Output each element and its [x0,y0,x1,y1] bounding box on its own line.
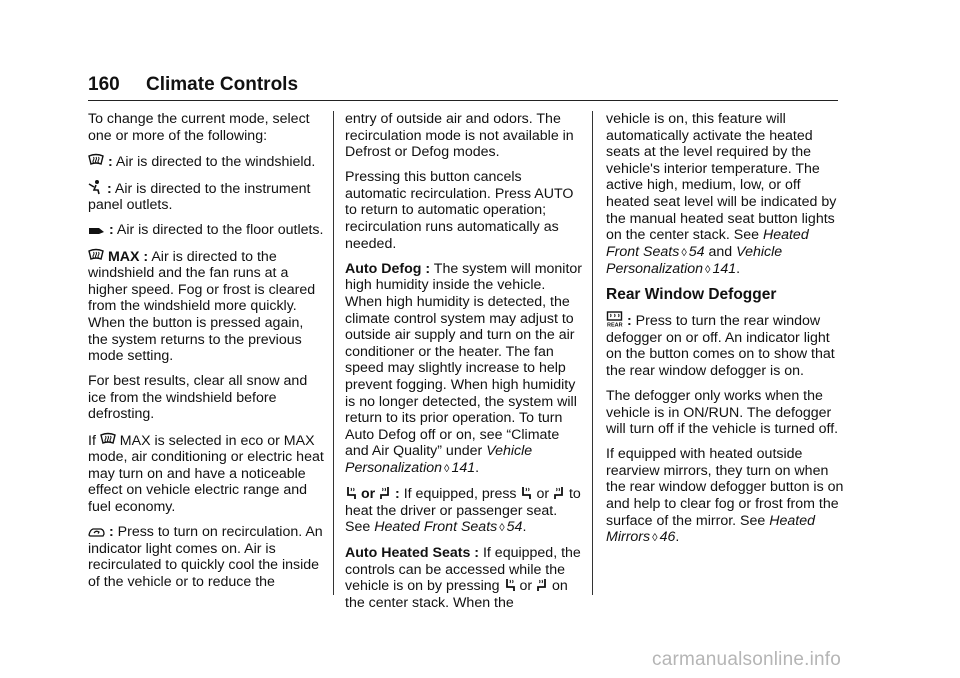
cross-reference[interactable]: Vehicle Personalization [345,443,533,476]
rear-defogger-icon [606,311,623,327]
svg-text:REAR: REAR [607,322,623,328]
cross-reference[interactable]: Heated Front Seats [606,227,809,260]
windshield-defrost-icon [88,248,104,263]
page-number: 160 [88,74,120,95]
paragraph: For best results, clear all snow and ice from the windshield before defrosting. [88,373,308,423]
page-header [88,66,838,101]
cross-reference[interactable]: Heated Front Seats [374,519,498,536]
page-reference[interactable]: 141 [712,261,737,278]
recirculation-icon [88,526,105,538]
page-ref-arrow-icon: ◊ [705,264,711,277]
paragraph: or : If equipped, press or to heat the driver or passenger seat. See Heated Front Seats ◊ 54. [345,485,581,536]
cross-reference[interactable]: Heated Mirrors [606,512,815,546]
heated-seat-driver-icon [345,486,357,500]
page-reference[interactable]: 46 [659,529,676,546]
paragraph: entry of outside air and odors. The recirculation mode is not available in Defrost or Defog modes. [345,111,574,161]
page-ref-arrow-icon: ◊ [681,246,687,259]
vent-airflow-icon [88,179,103,195]
windshield-defrost-icon [100,432,116,447]
colon: : [626,313,632,330]
page-ref-arrow-icon: ◊ [444,462,450,475]
paragraph: Auto Heated Seats : If equipped, the controls can be accessed while the vehicle is on by pressing or on the center stack. When the [345,545,581,612]
heated-seat-passenger-icon [553,486,565,500]
paragraph: MAX : Air is directed to the windshield and the fan runs at a higher speed. Fog or frost is cleared from the windshield more quickly. When the button is pressed again, the system returns to the previous mode setting. [88,248,316,365]
floor-airflow-icon [88,225,105,236]
paragraph: Auto Defog : The system will monitor high humidity inside the vehicle. When high humidity is detected, the climate control system may adjust to outside air supply and turn on the air conditioner or the heater. The fan speed may slightly increase to help prevent fogging. When high humidity is no longer detected, the system will return to its prior operation. To turn Auto Defog off or on, see “Climate and Air Quality” under Vehicle Personalization ◊ 141. [345,260,583,476]
colon: : [106,180,112,197]
watermark: carmanualsonline.info [652,649,842,670]
heated-seat-driver-icon [520,486,532,500]
cross-reference[interactable]: Vehicle Personalization [606,243,783,278]
heated-seat-passenger-icon [379,486,391,500]
section-title: Climate Controls [146,74,299,95]
page-ref-arrow-icon: ◊ [652,532,658,545]
paragraph: The defogger only works when the vehicle is in ON/RUN. The defogger will turn off if the vehicle is turned off. [606,387,839,438]
paragraph: : Air is directed to the windshield. [88,153,326,171]
page-ref-arrow-icon: ◊ [499,522,505,535]
page-reference[interactable]: 54 [688,243,705,260]
subsection-heading: Rear Window Defogger [606,286,777,304]
paragraph: If MAX is selected in eco or MAX mode, air conditioning or electric heat may turn on and have a noticeable effect on vehicle electric range and fuel economy. [88,432,324,515]
column-2 [345,111,583,620]
colon: : [108,222,114,239]
colon: : [395,485,400,502]
paragraph: Pressing this button cancels automatic recirculation. Press AUTO to return to automatic operation; recirculation runs automatically as needed. [345,169,574,252]
paragraph: REAR : Press to turn the rear window defogger on or off. An indicator light on the button comes on to show that the rear window defogger is on. [606,313,835,379]
column-3 [606,111,844,555]
colon: : [107,153,113,170]
column-divider [333,111,334,595]
paragraph: : Press to turn on recirculation. An indicator light comes on. Air is recirculated to quickly cool the inside of the vehicle or to reduce the [88,523,323,590]
paragraph: vehicle is on, this feature will automatically activate the heated seats at the level required by the vehicle's interior temperature. The active high, medium, low, or off heated seat level will be indicated by the manual heated seat button lights on the center stack. See Heated Front Seats ◊ 54 and Vehicle Personalization ◊ 141. [606,111,837,278]
column-1 [88,111,326,599]
windshield-defrost-icon [88,153,104,168]
paragraph: : Air is directed to the floor outlets. [88,222,326,239]
paragraph: : Air is directed to the instrument panel outlets. [88,180,311,214]
page-reference[interactable]: 141 [451,459,476,476]
column-divider [592,111,593,595]
paragraph: If equipped with heated outside rearview mirrors, they turn on when the rear window defogger button is on and help to clear fog or frost from the surface of the mirror. See Heated Mirrors ◊ 46. [606,446,844,546]
paragraph: To change the current mode, select one or more of the following: [88,111,310,144]
colon: : [108,523,114,540]
heated-seat-passenger-icon [536,578,548,592]
heated-seat-driver-icon [504,578,516,592]
page-reference[interactable]: 54 [506,519,523,536]
